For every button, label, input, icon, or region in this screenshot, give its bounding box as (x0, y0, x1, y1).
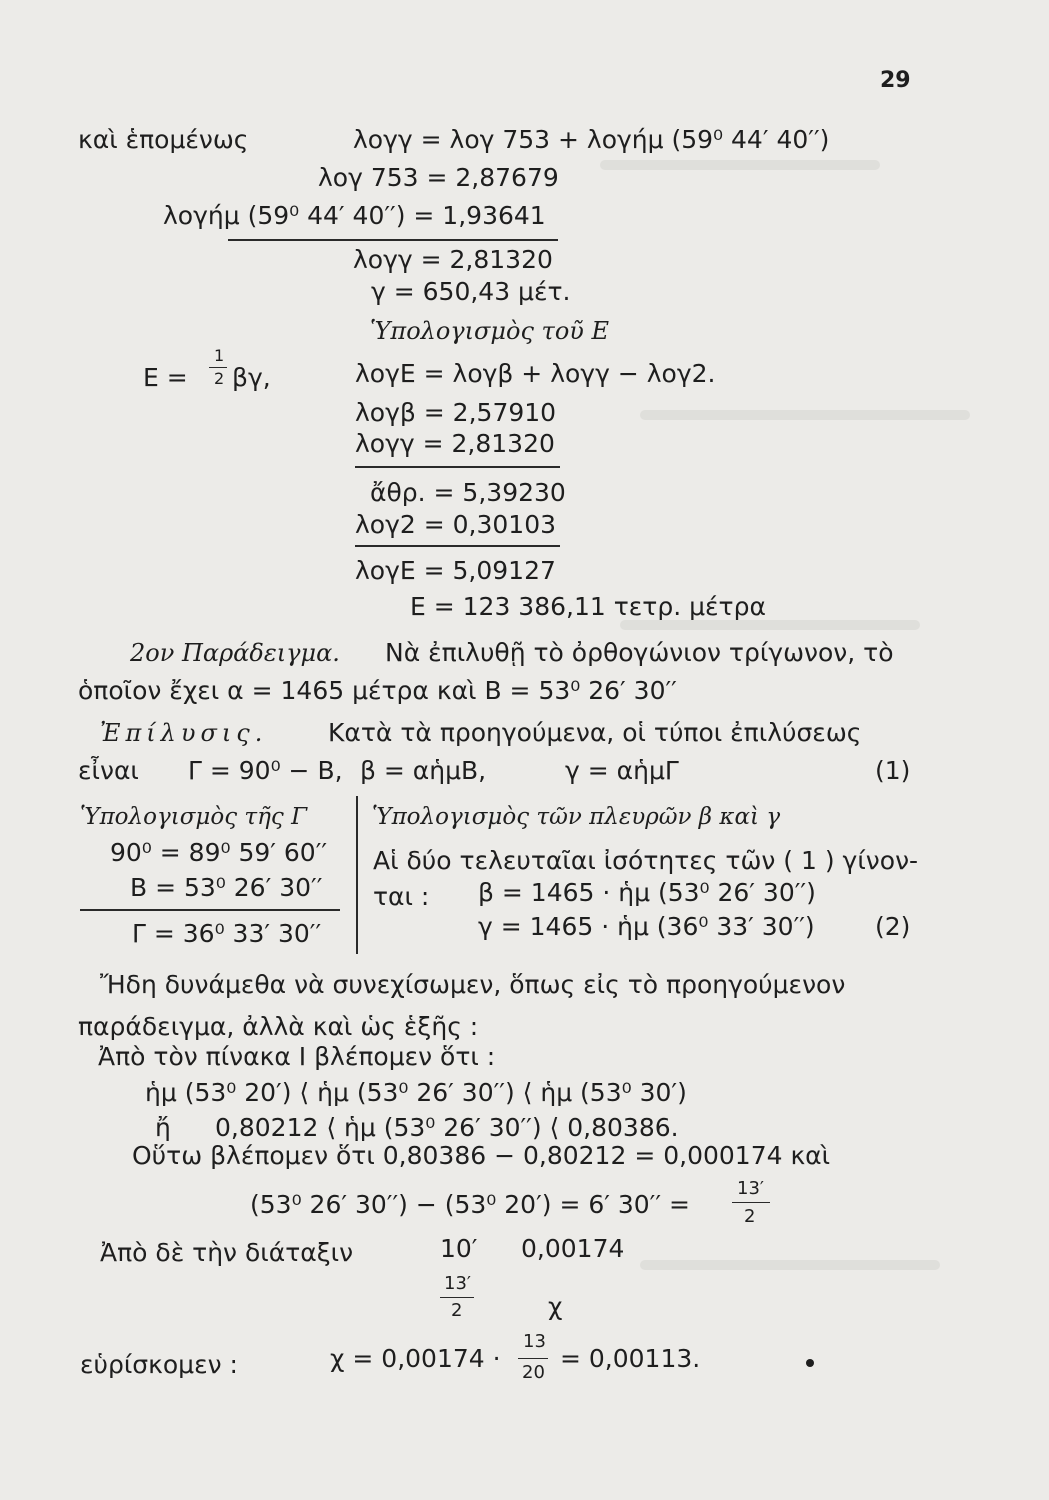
fraction-bar (440, 1297, 474, 1298)
formula: β = 1465 · ἡμ (53⁰ 26′ 30′′) (478, 878, 816, 907)
paragraph-line: εἶναι (78, 756, 139, 785)
paragraph-line: Κατὰ τὰ προηγούμενα, οἱ τύποι ἐπιλύσεως (328, 718, 862, 747)
left-column-heading: Ὑπολογισμὸς τῆς Γ (80, 804, 308, 830)
fraction-bar (518, 1358, 548, 1359)
fraction-numerator: 1 (214, 346, 225, 365)
fraction-bar (732, 1202, 770, 1203)
example-label: 2ον Παράδειγμα. (130, 639, 340, 667)
bleed-through-mark (600, 160, 880, 170)
bleed-through-mark (640, 1260, 940, 1270)
difference-rule (355, 545, 560, 547)
arrangement-cell: 10′ (440, 1234, 478, 1263)
equation-line: λογ2 = 0,30103 (355, 510, 557, 539)
inequality-connector: ἤ (155, 1113, 171, 1142)
difference-rule (80, 909, 340, 911)
paragraph-line: Ἀπὸ τὸν πίνακα Ι βλέπομεν ὅτι : (98, 1042, 496, 1071)
fraction-denominator: 2 (744, 1206, 756, 1227)
equation-line: λογΕ = λογβ + λογγ − λογ2. (355, 359, 716, 388)
fraction-numerator: 13′ (737, 1178, 764, 1199)
kai-epomenos: καὶ ἑπομένως (78, 125, 249, 154)
equation-line: λογήμ (59⁰ 44′ 40′′) = 1,93641 (163, 201, 546, 230)
equation-line: Γ = 36⁰ 33′ 30′′ (132, 919, 322, 948)
sum-rule (355, 466, 560, 468)
formula: β = αἡμΒ, (360, 756, 487, 785)
area-formula-lhs: Ε = (143, 363, 188, 392)
equation-line: λογΕ = 5,09127 (355, 556, 556, 585)
equation-line: λογγ = 2,81320 (353, 245, 553, 274)
equation-line: Β = 53⁰ 26′ 30′′ (130, 873, 323, 902)
fraction-denominator: 2 (451, 1300, 463, 1321)
paragraph-line: Ἤδη δυνάμεθα νὰ συνεχίσωμεν, ὅπως εἰς τὸ προηγούμενον (100, 970, 846, 999)
paragraph-line: Νὰ ἐπιλυθῇ τὸ ὀρθογώνιον τρίγωνον, τὸ (385, 638, 894, 667)
inequality-line: ἡμ (53⁰ 20′) ⟨ ἡμ (53⁰ 26′ 30′′) ⟨ ἡμ (53⁰ 30′) (145, 1078, 687, 1107)
equation-number: (2) (875, 912, 911, 941)
section-heading: Ὑπολογισμὸς τοῦ Ε (370, 317, 610, 345)
equation-line: λογγ = λογ 753 + λογήμ (59⁰ 44′ 40′′) (353, 125, 830, 154)
paragraph-line: ται : (373, 882, 430, 911)
equation-line: γ = 650,43 μέτ. (371, 277, 571, 306)
result-label: εὑρίσκομεν : (80, 1350, 238, 1379)
fraction-denominator: 20 (522, 1362, 545, 1383)
equation-number: (1) (875, 756, 911, 785)
arrangement-cell: 0,00174 (521, 1234, 625, 1263)
formula: Γ = 90⁰ − Β, (188, 756, 343, 785)
equation-line: λογ 753 = 2,87679 (318, 163, 559, 192)
equation-line: λογγ = 2,81320 (355, 429, 555, 458)
fraction-numerator: 13 (523, 1331, 546, 1352)
equation-line: 90⁰ = 89⁰ 59′ 60′′ (110, 838, 328, 867)
formula: γ = 1465 · ἡμ (36⁰ 33′ 30′′) (478, 912, 815, 941)
arrangement-cell: χ (548, 1292, 563, 1321)
fraction-numerator: 13′ (444, 1273, 471, 1294)
inequality-line: 0,80212 ⟨ ἡμ (53⁰ 26′ 30′′) ⟨ 0,80386. (215, 1113, 679, 1142)
formula: γ = αἡμΓ (565, 756, 679, 785)
bleed-through-mark (640, 410, 970, 420)
paragraph-line: ὁποῖον ἔχει α = 1465 μέτρα καὶ Β = 53⁰ 26′ 30′′ (78, 676, 677, 705)
page-number: 29 (880, 68, 911, 93)
fraction-denominator: 2 (214, 369, 225, 388)
arrangement-label: Ἀπὸ δὲ τὴν διάταξιν (100, 1238, 354, 1267)
result-lhs: χ = 0,00174 · (330, 1344, 501, 1373)
equation-line: (53⁰ 26′ 30′′) − (53⁰ 20′) = 6′ 30′′ = (250, 1190, 690, 1219)
sum-rule (228, 239, 558, 241)
paragraph-line: Οὕτω βλέπομεν ὅτι 0,80386 − 0,80212 = 0,000174 καὶ (132, 1141, 831, 1170)
area-formula-rhs: βγ, (232, 363, 271, 392)
equation-line: ἄθρ. = 5,39230 (370, 478, 566, 507)
paragraph-line: Αἱ δύο τελευταῖαι ἰσότητες τῶν ( 1 ) γίνον- (373, 846, 919, 875)
solution-label: Ἐπίλυσις. (100, 719, 268, 747)
equation-line: λογβ = 2,57910 (355, 398, 557, 427)
paragraph-line: παράδειγμα, ἀλλὰ καὶ ὡς ἑξῆς : (78, 1012, 479, 1041)
ink-spot (806, 1359, 814, 1367)
result-rhs: = 0,00113. (560, 1344, 701, 1373)
right-column-heading: Ὑπολογισμὸς τῶν πλευρῶν β καὶ γ (372, 804, 781, 830)
equation-line: Ε = 123 386,11 τετρ. μέτρα (410, 592, 766, 621)
column-divider (356, 796, 358, 954)
